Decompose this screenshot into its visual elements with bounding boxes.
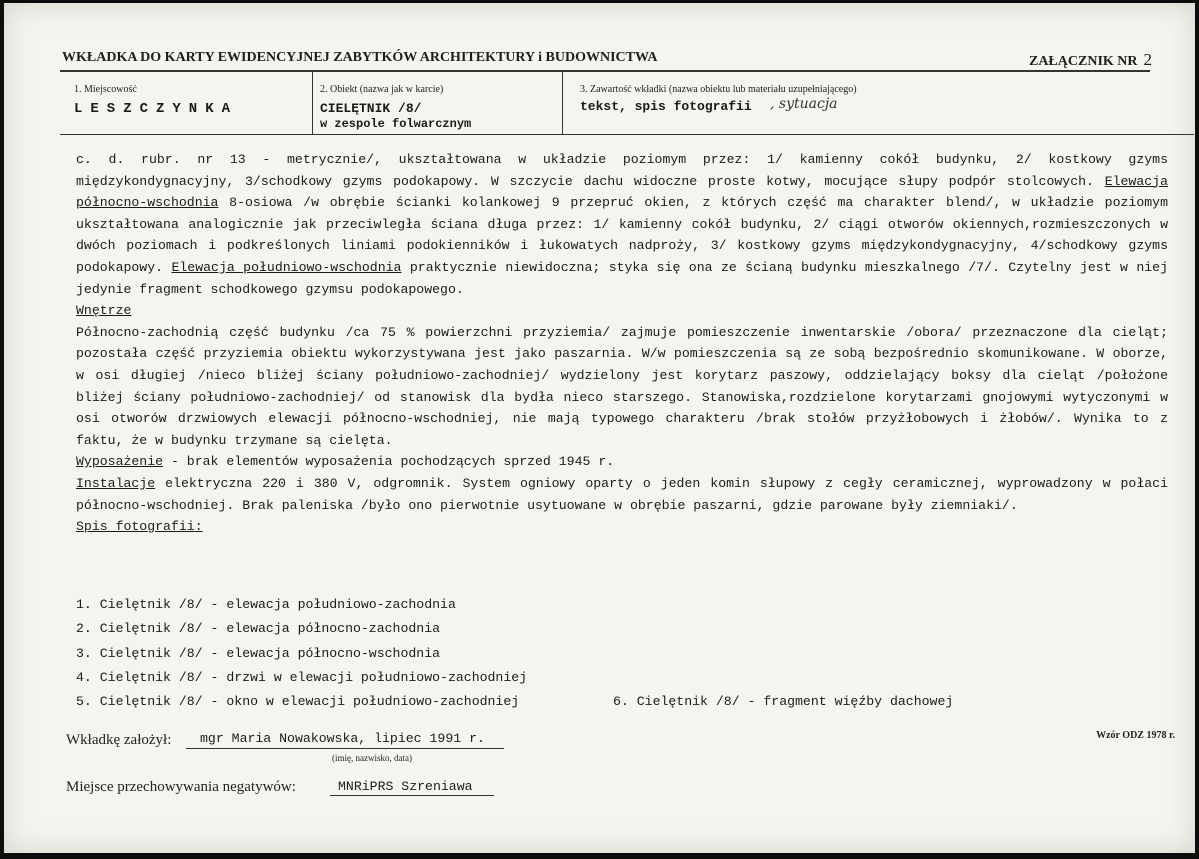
photo-list-item: 4. Cielętnik /8/ - drzwi w elewacji południowo-zachodniej: [76, 669, 528, 685]
field-1-label: 1. Miejscowość: [74, 84, 137, 95]
heading-elevation-ne: Elewacja północno-wschodnia: [76, 173, 1168, 211]
field-2-value-line1: CIELĘTNIK /8/: [320, 101, 422, 116]
field-2-value-line2: w zespole folwarcznym: [320, 117, 472, 131]
card-header: [62, 50, 1152, 69]
description-text: [76, 149, 1168, 538]
field-3-label: 3. Zawartość wkładki (nazwa obiektu lub materiału uzupełniającego): [580, 84, 857, 95]
header-rule: [60, 70, 1150, 72]
attachment-number: ZAŁĄCZNIK NR 2: [1028, 50, 1152, 69]
photo-list-item: 2. Cielętnik /8/ - elewacja północno-zachodnia: [76, 621, 441, 637]
field-1-value: LESZCZYNKA: [74, 101, 239, 117]
field-divider-1: [312, 72, 313, 134]
author-label: Wkładkę założył:: [66, 732, 172, 748]
fields-bottom-rule: [60, 134, 1194, 135]
field-divider-2: [562, 72, 563, 134]
storage-value: MNRiPRS Szreniawa: [338, 779, 473, 794]
heading-installations: Instalacje: [76, 475, 156, 491]
photo-list-item: 6. Cielętnik /8/ - fragment więźby dachowej: [613, 694, 954, 709]
author-value: mgr Maria Nowakowska, lipiec 1991 r.: [200, 731, 485, 746]
record-card: [4, 3, 1195, 853]
exterior-description: c. d. rubr. nr 13 - metrycznie/, ukształtowana w układzie poziomym przez: 1/ kamienny cokół budynku, 2/ kostkowy gzyms międzykondygnacyjny, 3/schodkowy gzyms podokapowy. W szczycie dachu widoczne proste kotwy, mocujące słupy podpór stolcowych. Elewacja północno-wschodnia 8-osiowa /w obrębie ścianki kolankowej 9 przepruć okien, z których część ma charakter blend/, w układzie poziomym ukształtowana analogicznie jak przeciwległa ściana długa przez: 1/ kamienny cokół budynku, 2/ ciągi otworów okiennych,rozmieszczonych w dwóch poziomach i podkreślonych liniami podokienników i łukowatych nadproży, 3/ kostkowy gzyms międzykondygnacyjny, 4/schodkowy gzyms podokapowy. Elewacja południowo-wschodnia praktycznie niewidoczna; styka się ona ze ścianą budynku mieszkalnego /7/. Czytelny jest w niej jedynie fragment schodkowego gzymsu podokapowego.: [76, 152, 1169, 297]
form-code: Wzór ODZ 1978 r.: [1096, 730, 1175, 741]
heading-interior: Wnętrze: [76, 303, 132, 319]
equipment-paragraph: Wyposażenie - brak elementów wyposażenia pochodzących sprzed 1945 r.: [76, 454, 615, 470]
photo-list: [76, 593, 954, 714]
heading-elevation-se: Elewacja południowo-wschodnia: [171, 259, 402, 275]
card-title: WKŁADKA DO KARTY EWIDENCYJNEJ ZABYTKÓW ARCHITEKTURY i BUDOWNICTWA: [62, 50, 658, 65]
heading-photo-list: Spis fotografii:: [76, 519, 203, 535]
author-hint: (imię, nazwisko, data): [332, 753, 412, 763]
heading-equipment: Wyposażenie: [76, 454, 164, 470]
photo-list-item: 1. Cielętnik /8/ - elewacja południowo-zachodnia: [76, 597, 456, 612]
field-3-handwritten-note: , sytuacja: [770, 96, 838, 112]
interior-description: Północno-zachodnią część budynku /ca 75 % powierzchni przyziemia/ zajmuje pomieszczenie inwentarskie /obora/ przeznaczone dla cieląt; pozostała część przyziemia obiektu wykorzystywana jest jako paszarnia. W/w pomieszczenia są ze sobą bezpośrednio skomunikowane. W oborze, w osi długiej /nieco bliżej ściany południowo-zachodniej/ wydzielony jest korytarz paszowy, oddzielający boksy dla cieląt /położone bliżej ściany południowo-zachodniej/ od stanowisk dla bydła nieco starszego. Stanowiska,rozdzielone korytarzami gnojowymi wytyczonymi w osi otworów drzwiowych elewacji północno-wschodniej, nie mają typowego charakteru /brak stołów przyżłobowych i żłobów/. Wynika to z faktu, że w budynku trzymane są cielęta.: [76, 324, 1168, 448]
photo-list-item: 3. Cielętnik /8/ - elewacja północno-wschodnia: [76, 645, 441, 661]
storage-underline: [330, 795, 494, 796]
author-underline: [186, 748, 504, 749]
photo-list-item: 5. Cielętnik /8/ - okno w elewacji południowo-zachodniej: [76, 694, 520, 710]
storage-label: Miejsce przechowywania negatywów:: [66, 779, 296, 795]
installations-paragraph: Instalacje elektryczna 220 i 380 V, odgromnik. System ogniowy oparty o jeden komin słupowy z cegły ceramicznej, wyprowadzony w połaci północno-wschodniej. Brak paleniska /było ono pierwotnie usytuowane w obrębie paszarni, gdzie parowane były ziemniaki/.: [76, 475, 1168, 513]
field-2-label: 2. Obiekt (nazwa jak w karcie): [320, 84, 444, 95]
field-3-value: tekst, spis fotografii: [580, 99, 752, 114]
